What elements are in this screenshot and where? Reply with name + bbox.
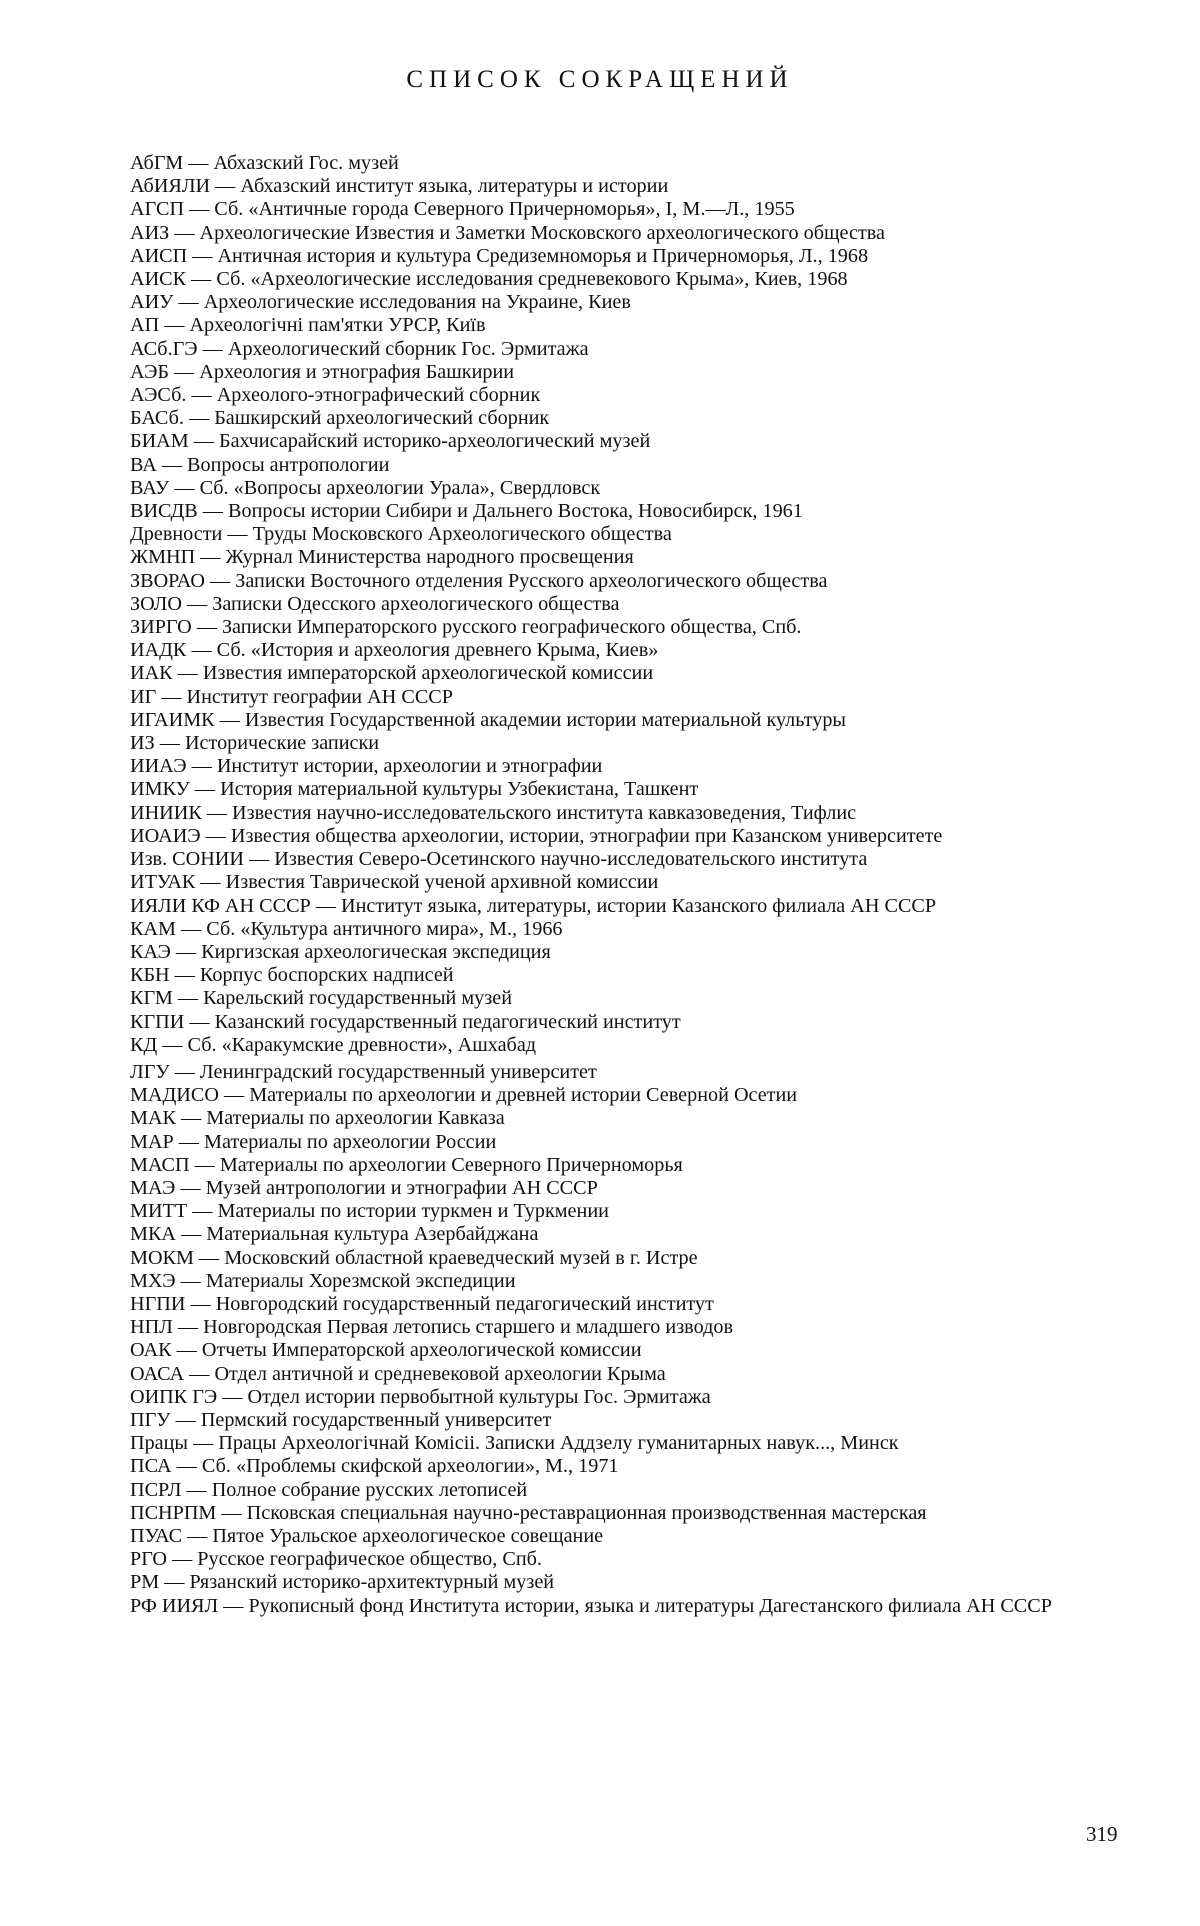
abbreviation-entry: Изв. СОНИИ — Известия Северо-Осетинского научно-исследовательского института xyxy=(130,848,868,871)
abbreviation-entry: МОКМ — Московский областной краеведческий музей в г. Истре xyxy=(130,1246,698,1269)
abbreviation-entry: МКА — Материальная культура Азербайджана xyxy=(130,1223,539,1246)
abbreviation-entry: ИЯЛИ КФ АН СССР — Институт языка, литературы, истории Казанского филиала АН СССР xyxy=(130,894,937,917)
abbreviation-entry: БАСб. — Башкирский археологический сборник xyxy=(130,407,550,430)
abbreviation-entry: АЭСб. — Археолого-этнографический сборник xyxy=(130,384,541,407)
abbreviation-entry: АСб.ГЭ — Археологический сборник Гос. Эрмитажа xyxy=(130,337,589,360)
abbreviation-entry: РФ ИИЯЛ — Рукописный фонд Института истории, языка и литературы Дагестанского филиала АН СССР xyxy=(130,1594,1052,1617)
abbreviation-entry: ПУАС — Пятое Уральское археологическое совещание xyxy=(130,1524,604,1547)
abbreviation-entry: КГПИ — Казанский государственный педагогический институт xyxy=(130,1010,681,1033)
abbreviation-entry: АИСП — Античная история и культура Средиземноморья и Причерноморья, Л., 1968 xyxy=(130,244,869,267)
abbreviation-entry: РГО — Русское географическое общество, Спб. xyxy=(130,1548,542,1571)
abbreviation-entry: ИМКУ — История материальной культуры Узбекистана, Ташкент xyxy=(130,778,699,801)
abbreviation-entry: АГСП — Сб. «Античные города Северного Причерноморья», I, М.—Л., 1955 xyxy=(130,198,795,221)
abbreviation-entry: АИСК — Сб. «Археологические исследования средневекового Крыма», Киев, 1968 xyxy=(130,268,848,291)
abbreviation-entry: МАЭ — Музей антропологии и этнографии АН СССР xyxy=(130,1176,598,1199)
abbreviation-entry: БИАМ — Бахчисарайский историко-археологический музей xyxy=(130,430,651,453)
abbreviation-entry: Древности — Труды Московского Археологического общества xyxy=(130,523,672,546)
abbreviation-entry: ВАУ — Сб. «Вопросы археологии Урала», Свердловск xyxy=(130,476,601,499)
abbreviation-entry: АП — Археологічні пам'ятки УРСР, Київ xyxy=(130,314,486,337)
abbreviation-entry: ЖМНП — Журнал Министерства народного просвещения xyxy=(130,546,634,569)
abbreviation-entry: МАК — Материалы по археологии Кавказа xyxy=(130,1107,505,1130)
abbreviation-entry: ПГУ — Пермский государственный университет xyxy=(130,1408,552,1431)
abbreviation-entry: МАСП — Материалы по археологии Северного Причерноморья xyxy=(130,1153,683,1176)
abbreviation-entry: ВА — Вопросы антропологии xyxy=(130,453,390,476)
abbreviation-entry: МАДИСО — Материалы по археологии и древней истории Северной Осетии xyxy=(130,1084,798,1107)
abbreviation-entry: ИТУАК — Известия Таврической ученой архивной комиссии xyxy=(130,871,659,894)
abbreviation-entry: ИГАИМК — Известия Государственной академии истории материальной культуры xyxy=(130,708,847,731)
abbreviation-entry: ЛГУ — Ленинградский государственный университет xyxy=(130,1060,597,1083)
abbreviation-entry: РМ — Рязанский историко-архитектурный музей xyxy=(130,1571,555,1594)
abbreviation-entry: КАЭ — Киргизская археологическая экспедиция xyxy=(130,940,551,963)
abbreviation-entry: ИАК — Известия императорской археологической комиссии xyxy=(130,662,654,685)
abbreviation-entry: АбГМ — Абхазский Гос. музей xyxy=(130,152,399,174)
abbreviation-entry: ПСА — Сб. «Проблемы скифской археологии», М., 1971 xyxy=(130,1455,619,1478)
abbreviation-entry: ИЗ — Исторические записки xyxy=(130,732,380,755)
abbreviation-entry: АИУ — Археологические исследования на Украине, Киев xyxy=(130,291,631,314)
abbreviation-entry: МАР — Материалы по археологии России xyxy=(130,1130,497,1153)
abbreviation-entry: ЗВОРАО — Записки Восточного отделения Русского археологического общества xyxy=(130,569,828,592)
abbreviation-entry: ОАСА — Отдел античной и средневековой археологии Крыма xyxy=(130,1362,666,1385)
abbreviation-entry: ИИАЭ — Институт истории, археологии и этнографии xyxy=(130,755,603,778)
abbreviation-entry: ИГ — Институт географии АН СССР xyxy=(130,685,453,708)
abbreviation-entry: ОИПК ГЭ — Отдел истории первобытной культуры Гос. Эрмитажа xyxy=(130,1385,711,1408)
abbreviation-entry: КБН — Корпус боспорских надписей xyxy=(130,964,454,987)
abbreviation-entry: АбИЯЛИ — Абхазский институт языка, литературы и истории xyxy=(130,175,669,198)
abbreviation-entry: НГПИ — Новгородский государственный педагогический институт xyxy=(130,1292,714,1315)
abbreviation-list xyxy=(130,152,1130,1618)
page-title: СПИСОК СОКРАЩЕНИЙ xyxy=(406,66,794,93)
abbreviation-entry: КАМ — Сб. «Культура античного мира», М., 1966 xyxy=(130,917,563,940)
abbreviation-entry: МИТТ — Материалы по истории туркмен и Туркмении xyxy=(130,1200,609,1223)
abbreviation-entry: Працы — Працы Археологічнай Комісіі. Записки Аддзелу гуманитарных навук..., Минск xyxy=(130,1432,899,1455)
abbreviation-entry: ИОАИЭ — Известия общества археологии, истории, этнографии при Казанском университете xyxy=(130,824,943,847)
abbreviation-entry: АЭБ — Археология и этнография Башкирии xyxy=(130,360,515,383)
abbreviation-entry: НПЛ — Новгородская Первая летопись старшего и младшего изводов xyxy=(130,1316,733,1339)
abbreviation-entry: ЗИРГО — Записки Императорского русского географического общества, Спб. xyxy=(130,616,802,639)
abbreviation-entry: ПСНРПМ — Псковская специальная научно-реставрационная производственная мастерская xyxy=(130,1501,927,1524)
abbreviation-entry: КГМ — Карельский государственный музей xyxy=(130,987,513,1010)
page-number: 319 xyxy=(1086,1822,1118,1846)
abbreviation-entry: ЗОЛО — Записки Одесского археологического общества xyxy=(130,592,620,615)
abbreviation-entry: ИАДК — Сб. «История и археология древнего Крыма, Киев» xyxy=(130,639,659,662)
abbreviation-entry: ПСРЛ — Полное собрание русских летописей xyxy=(130,1478,528,1501)
abbreviation-entry: КД — Сб. «Каракумские древности», Ашхабад xyxy=(130,1033,537,1056)
abbreviation-entry: МХЭ — Материалы Хорезмской экспедиции xyxy=(130,1269,516,1292)
abbreviation-entry: ИНИИК — Известия научно-исследовательского института кавказоведения, Тифлис xyxy=(130,801,857,824)
abbreviation-entry: ОАК — Отчеты Императорской археологической комиссии xyxy=(130,1339,642,1362)
abbreviation-entry: ВИСДВ — Вопросы истории Сибири и Дальнего Востока, Новосибирск, 1961 xyxy=(130,500,803,523)
abbreviation-entry: АИЗ — Археологические Известия и Заметки Московского археологического общества xyxy=(130,221,886,244)
